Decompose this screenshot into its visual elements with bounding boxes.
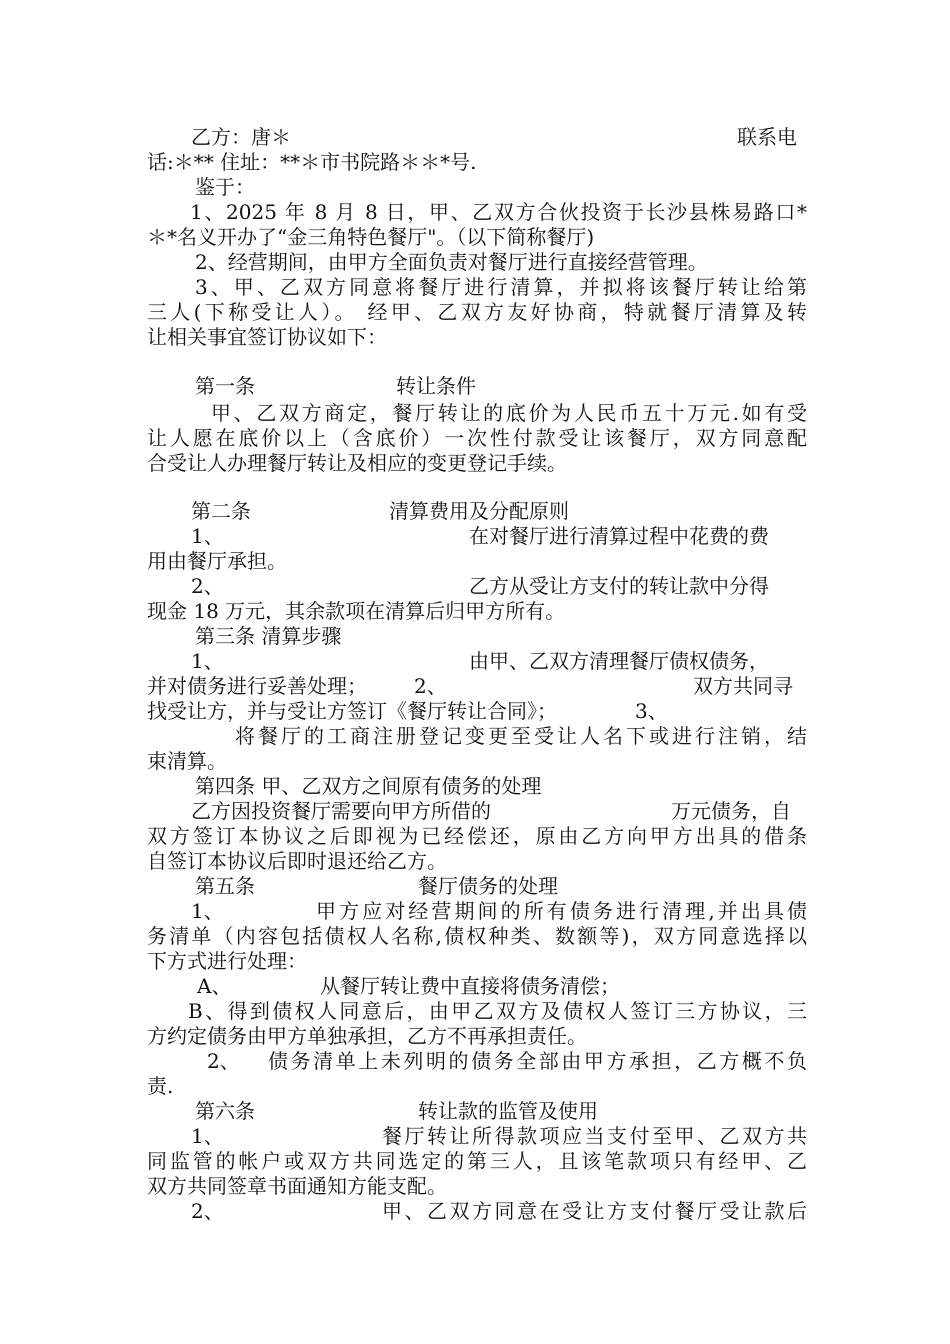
- article-6-item-1-text: 餐厅转让所得款项应当支付至甲、乙双方共: [382, 1124, 807, 1148]
- whereas-label: 鉴于：: [195, 175, 255, 199]
- article-2-item-2-cont: 现金 18 万元，其余款项在清算后归甲方所有。: [147, 599, 566, 623]
- article-4-heading: 第四条 甲、乙双方之间原有债务的处理: [195, 774, 542, 798]
- article-6-item-2-num: 2、: [191, 1199, 224, 1223]
- article-6-heading-num: 第六条: [195, 1099, 255, 1123]
- article-6-heading-title: 转让款的监管及使用: [418, 1099, 598, 1123]
- article-2-heading-num: 第二条: [191, 499, 251, 523]
- article-3-item-2-text: 双方共同寻: [693, 674, 793, 698]
- article-1-heading-num: 第一条: [195, 374, 255, 398]
- article-4-line-1a: 乙方因投资餐厅需要向甲方所借的: [191, 799, 491, 823]
- article-3-item-3-text: 将餐厅的工商注册登记变更至受让人名下或进行注销，结: [235, 724, 807, 748]
- article-6-line-2: 同监管的帐户或双方共同选定的第三人，且该笔款项只有经甲、乙: [147, 1149, 807, 1173]
- article-3-line-2a: 并对债务进行妥善处理；: [147, 674, 367, 698]
- article-2-item-2-num: 2、: [191, 574, 224, 598]
- article-3-item-3-cont: 束清算。: [147, 749, 227, 773]
- article-5-line-3: 下方式进行处理：: [147, 949, 307, 973]
- article-2-item-1-num: 1、: [191, 524, 224, 548]
- whereas-item-3: 3、甲、乙双方同意将餐厅进行清算，并拟将该餐厅转让给第: [195, 275, 807, 299]
- article-5-item-1-num: 1、: [191, 899, 224, 923]
- party-b-contact-label: 联系电: [737, 125, 797, 149]
- article-6-item-2-text: 甲、乙双方同意在受让方支付餐厅受让款后: [382, 1199, 807, 1223]
- article-6-item-1-num: 1、: [191, 1124, 224, 1148]
- article-4-line-3: 自签订本协议后即时退还给乙方。: [147, 849, 447, 873]
- party-b-address: 话:＊** 住址：**＊市书院路＊＊*号.: [147, 150, 477, 174]
- article-3-item-1-text: 由甲、乙双方清理餐厅债权债务，: [469, 649, 769, 673]
- article-6-line-3: 双方共同签章书面通知方能支配。: [147, 1174, 447, 1198]
- whereas-item-1-cont: ＊*名义开办了“金三角特色餐厅"。（以下简称餐厅): [147, 225, 595, 249]
- whereas-item-3-cont: 三人(下称受让人）。 经甲、乙双方友好协商，特就餐厅清算及转: [147, 300, 807, 324]
- article-5-option-a-num: A、: [197, 974, 232, 998]
- article-5-option-b-cont: 方约定债务由甲方单独承担，乙方不再承担责任。: [147, 1024, 587, 1048]
- article-3-item-3-num: 3、: [635, 699, 668, 723]
- article-3-heading: 第三条 清算步骤: [195, 624, 342, 648]
- whereas-item-3-cont2: 让相关事宜签订协议如下：: [147, 325, 387, 349]
- article-5-item-2-text: 债务清单上未列明的债务全部由甲方承担，乙方概不负: [268, 1049, 807, 1073]
- article-2-item-1-cont: 用由餐厅承担。: [147, 549, 287, 573]
- whereas-item-1: 1、2025 年 8 月 8 日，甲、乙双方合伙投资于长沙县株易路口*: [190, 200, 807, 224]
- article-5-line-2: 务清单（内容包括债权人名称,债权种类、数额等)，双方同意选择以: [147, 924, 807, 948]
- article-4-line-2: 双方签订本协议之后即视为已经偿还，原由乙方向甲方出具的借条: [147, 824, 807, 848]
- article-4-line-1b: 万元债务，自: [671, 799, 791, 823]
- article-5-item-2-num: 2、: [207, 1049, 240, 1073]
- article-5-option-a-text: 从餐厅转让费中直接将债务清偿；: [320, 974, 620, 998]
- article-2-item-2-text: 乙方从受让方支付的转让款中分得: [469, 574, 769, 598]
- article-1-para-line: 甲、乙双方商定，餐厅转让的底价为人民币五十万元.如有受: [211, 401, 807, 425]
- article-3-item-2-num: 2、: [414, 674, 447, 698]
- article-1-para-line: 合受让人办理餐厅转让及相应的变更登记手续。: [147, 451, 567, 475]
- article-5-heading-num: 第五条: [195, 874, 255, 898]
- article-1-heading-title: 转让条件: [396, 374, 476, 398]
- article-5-item-1-text: 甲方应对经营期间的所有债务进行清理,并出具债: [316, 899, 807, 923]
- party-b-name: 乙方：唐＊: [191, 125, 291, 149]
- article-3-line-3a: 找受让方，并与受让方签订《餐厅转让合同》；: [147, 699, 557, 723]
- article-3-item-1-num: 1、: [191, 649, 224, 673]
- article-1-para-line: 让人愿在底价以上（含底价）一次性付款受让该餐厅，双方同意配: [147, 426, 807, 450]
- article-2-item-1-text: 在对餐厅进行清算过程中花费的费: [469, 524, 769, 548]
- whereas-item-2: 2、经营期间，由甲方全面负责对餐厅进行直接经营管理。: [195, 250, 708, 274]
- article-2-heading-title: 清算费用及分配原则: [389, 499, 569, 523]
- article-5-option-b: B、得到债权人同意后，由甲乙双方及债权人签订三方协议，三: [188, 999, 807, 1023]
- article-5-item-2-cont: 责.: [147, 1074, 174, 1098]
- article-5-heading-title: 餐厅债务的处理: [418, 874, 558, 898]
